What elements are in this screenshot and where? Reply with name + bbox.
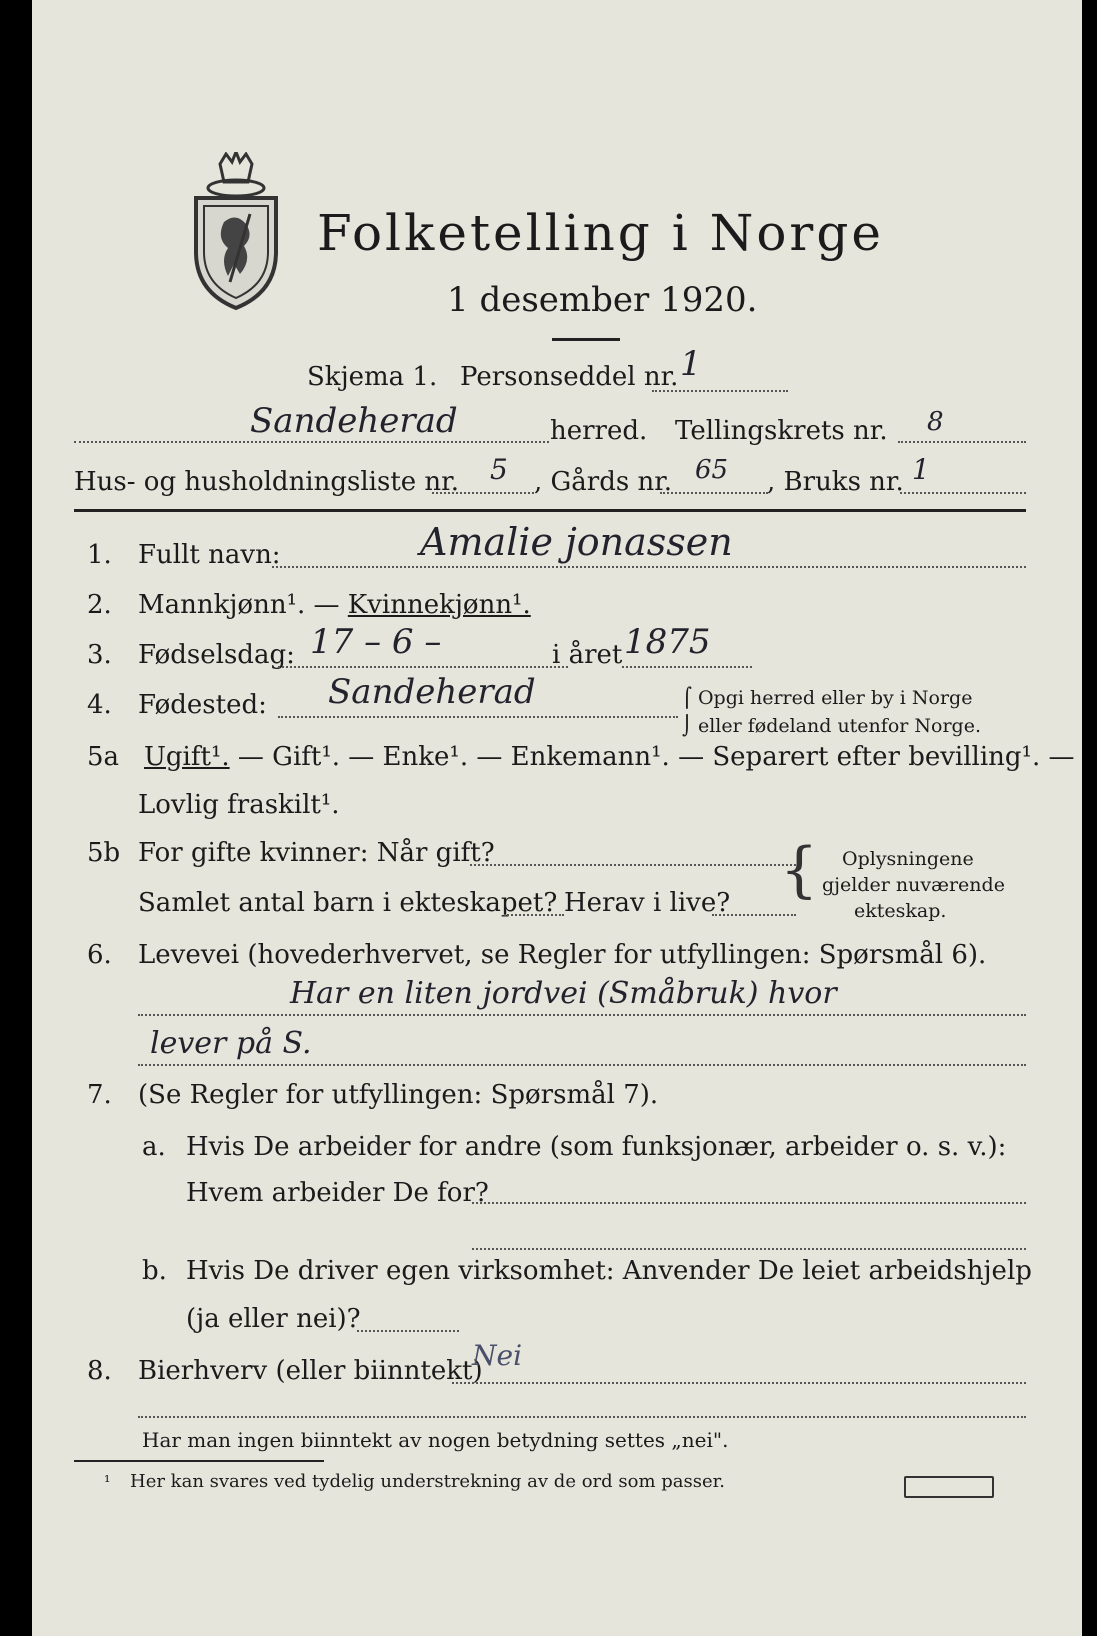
q4-note-line1: ⌠ Opgi herred eller by i Norge <box>682 687 973 709</box>
q7-label: (Se Regler for utfyllingen: Spørsmål 7). <box>138 1080 659 1110</box>
q8-line2 <box>138 1416 1026 1418</box>
footer-divider <box>74 1460 324 1462</box>
q5a-options <box>144 742 1075 772</box>
q7b-number: b. <box>142 1256 167 1286</box>
q7b-line1: Hvis De driver egen virksomhet: Anvender De leiet arbeidshjelp <box>186 1256 1032 1286</box>
q3-label: Fødselsdag: <box>138 640 295 670</box>
q7a-line1: Hvis De arbeider for andre (som funksjonær, arbeider o. s. v.): <box>186 1132 1007 1162</box>
q2-sex <box>138 590 531 620</box>
q8-number: 8. <box>87 1356 112 1386</box>
form-title: Folketelling i Norge <box>317 204 884 262</box>
q5b-number: 5b <box>87 838 121 868</box>
q6-line1 <box>138 1014 1026 1016</box>
q5b-line2: Samlet antal barn i ekteskapet? <box>138 888 558 918</box>
tellingskrets-label: Tellingskrets nr. <box>675 416 888 446</box>
birthdate-value[interactable]: 17 – 6 – <box>310 622 442 662</box>
q7a-number: a. <box>142 1132 166 1162</box>
personseddel-line <box>652 390 788 392</box>
census-date: 1 desember 1920. <box>447 280 758 320</box>
hus-line <box>432 492 534 494</box>
full-name-value[interactable]: Amalie jonassen <box>420 520 733 564</box>
q7b-answer-line[interactable] <box>357 1330 459 1332</box>
birthplace-value[interactable]: Sandeherad <box>328 672 536 712</box>
herred-line <box>74 441 549 443</box>
q7a-answer-line2[interactable] <box>472 1248 1026 1250</box>
q7a-answer-line[interactable] <box>472 1202 1026 1204</box>
q3-year-line <box>622 666 752 668</box>
footnote-text: Her kan svares ved tydelig understrekning av de ord som passer. <box>130 1471 725 1492</box>
q6-label: Levevei (hovederhvervet, se Regler for utfyllingen: Spørsmål 6). <box>138 940 987 970</box>
q5b-note2: gjelder nuværende <box>822 874 1005 896</box>
skjema-label: Skjema 1. <box>307 362 438 392</box>
q5b-note1: Oplysningene <box>842 848 974 870</box>
printer-stamp <box>904 1476 994 1498</box>
q3-line <box>278 666 568 668</box>
coat-of-arms-icon <box>190 152 282 312</box>
tellingskrets-value[interactable]: 8 <box>927 407 944 437</box>
q5b-note3: ekteskap. <box>854 900 947 922</box>
gards-line <box>660 492 768 494</box>
q3-number: 3. <box>87 640 112 670</box>
q1-number: 1. <box>87 540 112 570</box>
birthyear-value[interactable]: 1875 <box>624 622 711 662</box>
q5b-line2-dots <box>504 914 564 916</box>
hus-value[interactable]: 5 <box>490 453 508 486</box>
q5b-line1: For gifte kvinner: Når gift? <box>138 838 495 868</box>
q8-line <box>452 1382 1026 1384</box>
q5b-line2b: Herav i live? <box>564 888 731 918</box>
footnote-number: ¹ <box>104 1472 111 1491</box>
occupation-value-line1[interactable]: Har en liten jordvei (Småbruk) hvor <box>290 976 837 1011</box>
personseddel-value[interactable]: 1 <box>680 344 702 384</box>
q1-label: Fullt navn: <box>138 540 281 570</box>
bruks-label: , Bruks nr. <box>767 467 904 497</box>
sex-separator: — <box>305 590 348 620</box>
no-income-note: Har man ingen biinntekt av nogen betydning settes „nei". <box>142 1428 729 1452</box>
side-income-value[interactable]: Nei <box>472 1339 523 1372</box>
gards-value[interactable]: 65 <box>695 455 729 485</box>
q3-year-label: i året <box>552 640 623 670</box>
q5b-line2b-dots <box>712 914 796 916</box>
q7-number: 7. <box>87 1080 112 1110</box>
herred-value[interactable]: Sandeherad <box>250 401 458 441</box>
census-form <box>32 0 1082 1636</box>
q5a-number: 5a <box>87 742 120 772</box>
q8-label: Bierhverv (eller biinntekt) <box>138 1356 483 1386</box>
q4-line <box>278 716 678 718</box>
q4-number: 4. <box>87 690 112 720</box>
marital-other-options[interactable]: — Gift¹. — Enke¹. — Enkemann¹. — Separert efter bevilling¹. — <box>229 742 1075 772</box>
q4-note-line2: ⌡ eller fødeland utenfor Norge. <box>682 715 981 737</box>
q7a-line2: Hvem arbeider De for? <box>186 1178 489 1208</box>
personseddel-label: Personseddel nr. <box>460 362 679 392</box>
q4-label: Fødested: <box>138 690 267 720</box>
herred-label: herred. <box>550 416 648 446</box>
gards-label: , Gårds nr. <box>534 467 673 497</box>
q5a-line2[interactable]: Lovlig fraskilt¹. <box>138 790 340 820</box>
hus-label: Hus- og husholdningsliste nr. <box>74 467 460 497</box>
title-divider <box>552 338 620 341</box>
bruks-line <box>900 492 1026 494</box>
male-option[interactable]: Mannkjønn¹. <box>138 590 306 620</box>
tellingskrets-line <box>898 441 1026 443</box>
female-option[interactable]: Kvinnekjønn¹. <box>347 590 531 620</box>
bruks-value[interactable]: 1 <box>912 453 930 486</box>
q5b-brace: { <box>780 835 819 905</box>
occupation-value-line2[interactable]: lever på S. <box>150 1026 312 1061</box>
q5b-line1-dots <box>470 864 796 866</box>
ugift-option[interactable]: Ugift¹. <box>144 742 230 772</box>
header-divider <box>74 509 1026 512</box>
q6-line2 <box>138 1064 1026 1066</box>
q6-number: 6. <box>87 940 112 970</box>
q1-line <box>272 566 1026 568</box>
q2-number: 2. <box>87 590 112 620</box>
q7b-line2: (ja eller nei)? <box>186 1304 361 1334</box>
